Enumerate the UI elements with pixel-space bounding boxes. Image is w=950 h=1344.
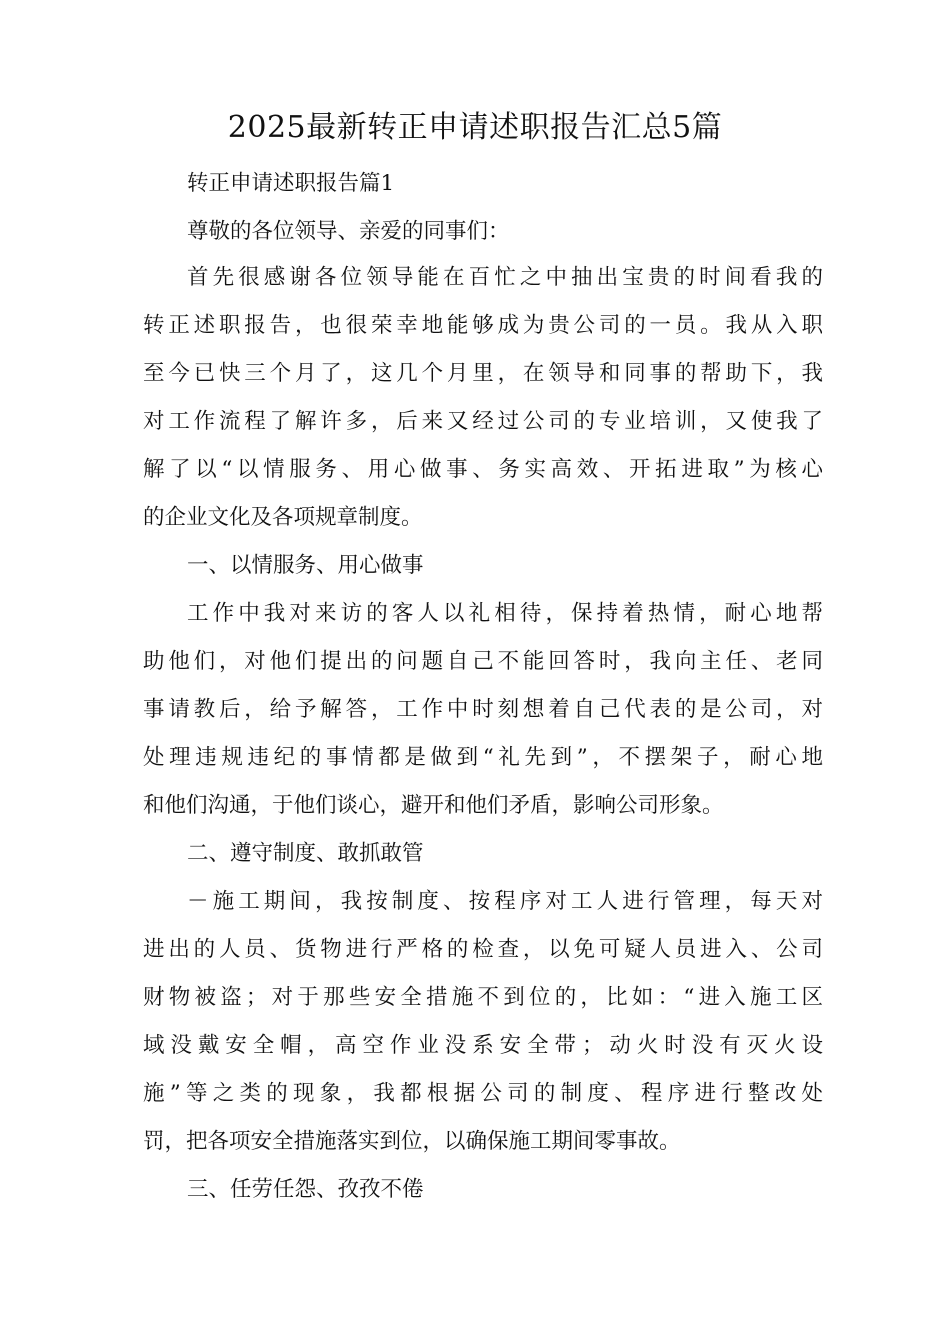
section-heading: 三、任劳任怨、孜孜不倦: [187, 1177, 424, 1202]
paragraph-line: 对工作流程了解许多，后来又经过公司的专业培训，又使我了: [143, 409, 823, 434]
section-heading: 一、以情服务、用心做事: [187, 553, 424, 578]
document-title: 2025最新转正申请述职报告汇总5篇: [227, 110, 723, 145]
paragraph-line: 的企业文化及各项规章制度。: [143, 505, 423, 530]
greeting: 尊敬的各位领导、亲爱的同事们：: [187, 219, 510, 244]
paragraph-line: 域没戴安全帽，高空作业没系安全带；动火时没有灭火设: [143, 1033, 823, 1058]
paragraph-line: 事请教后，给予解答，工作中时刻想着自己代表的是公司，对: [143, 697, 823, 722]
paragraph-line: 首先很感谢各位领导能在百忙之中抽出宝贵的时间看我的: [187, 265, 823, 290]
paragraph-line: 和他们沟通，于他们谈心，避开和他们矛盾，影响公司形象。: [143, 793, 724, 818]
paragraph-line: 施”等之类的现象，我都根据公司的制度、程序进行整改处: [143, 1081, 823, 1106]
section-subtitle: 转正申请述职报告篇1: [187, 171, 395, 196]
paragraph-line: 处理违规违纪的事情都是做到“礼先到”，不摆架子，耐心地: [143, 745, 823, 770]
paragraph-line: 进出的人员、货物进行严格的检查，以免可疑人员进入、公司: [143, 937, 823, 962]
paragraph-line: 罚，把各项安全措施落实到位，以确保施工期间零事故。: [143, 1129, 681, 1154]
section-heading: 二、遵守制度、敢抓敢管: [187, 841, 424, 866]
paragraph-line: 财物被盗；对于那些安全措施不到位的，比如：“进入施工区: [143, 985, 823, 1010]
paragraph-line: －施工期间，我按制度、按程序对工人进行管理，每天对: [187, 889, 823, 914]
paragraph-line: 转正述职报告，也很荣幸地能够成为贵公司的一员。我从入职: [143, 313, 823, 338]
paragraph-line: 工作中我对来访的客人以礼相待，保持着热情，耐心地帮: [187, 601, 823, 626]
paragraph-line: 助他们，对他们提出的问题自己不能回答时，我向主任、老同: [143, 649, 823, 674]
paragraph-line: 至今已快三个月了，这几个月里，在领导和同事的帮助下，我: [143, 361, 823, 386]
paragraph-line: 解了以“以情服务、用心做事、务实高效、开拓进取”为核心: [143, 457, 823, 482]
